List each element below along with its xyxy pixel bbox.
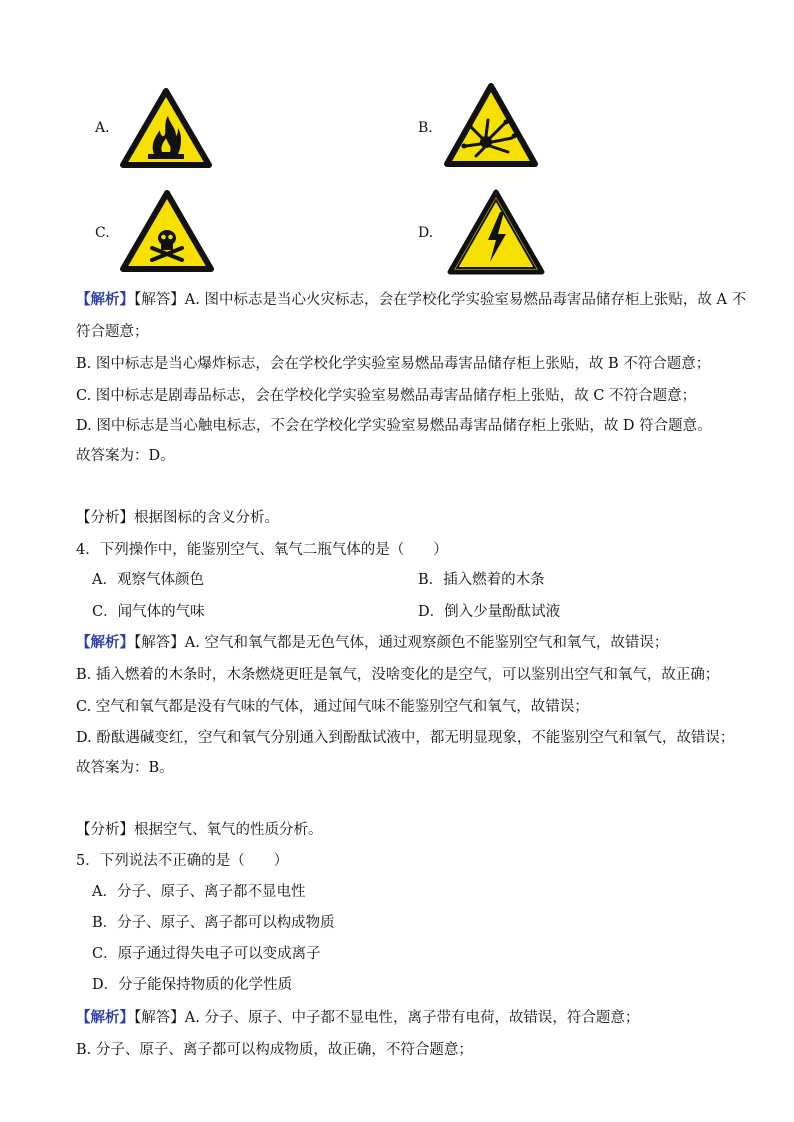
q3-solution-line-5: D. 图中标志是当心触电标志，不会在学校化学实验室易燃品毒害品储存柜上张贴，故 D 符合题意。 — [76, 418, 712, 434]
q4-solution-line-3: C. 空气和氧气都是没有气味的气体，通过闻气味不能鉴别空气和氧气，故错误； — [76, 699, 589, 715]
q4-answer: 故答案为：B。 — [76, 760, 174, 776]
q3-solution-line-4: C. 图中标志是剧毒品标志，会在学校化学实验室易燃品毒害品储存柜上张贴，故 C 不符合题意； — [76, 388, 697, 404]
q3-solution-line-2: 符合题意； — [76, 324, 149, 340]
q4-analysis-note: 【分析】根据空气、氧气的性质分析。 — [76, 822, 323, 838]
explosive-sign-icon — [442, 80, 540, 170]
flammable-sign-icon — [120, 88, 212, 168]
q4-option-b: B．插入燃着的木条 — [418, 572, 545, 588]
q5-solution-line-1: 【解析】【解答】A. 分子、原子、中子都不显电性，离子带有电荷，故错误，符合题意； — [76, 1009, 640, 1026]
option-a-letter: A. — [95, 120, 110, 136]
toxic-sign-icon — [120, 190, 214, 272]
option-c-letter: C. — [95, 225, 110, 241]
q5-option-a: A．分子、原子、离子都不显电性 — [92, 884, 306, 900]
analysis-tag: 【解析】 — [76, 291, 134, 308]
q4-option-a: A．观察气体颜色 — [92, 572, 204, 588]
option-b-letter: B. — [418, 120, 433, 136]
q4-solution-line-2: B. 插入燃着的木条时，木条燃烧更旺是氧气，没啥变化的是空气，可以鉴别出空气和氧气，故正确； — [76, 667, 720, 683]
q4-solution-line-1: 【解析】【解答】A. 空气和氧气都是无色气体，通过观察颜色不能鉴别空气和氧气，故错误； — [76, 634, 669, 651]
analysis-tag: 【解析】 — [76, 634, 134, 651]
option-d-letter: D. — [418, 225, 434, 241]
q4-stem: 4．下列操作中，能鉴别空气、氧气二瓶气体的是（ ） — [76, 542, 448, 558]
q4-option-c: C．闻气体的气味 — [92, 604, 205, 620]
q4-solution-line-4: D. 酚酞遇碱变红，空气和氧气分别通入到酚酞试液中，都无明显现象，不能鉴别空气和氧气，故错误； — [76, 730, 735, 746]
q3-answer: 故答案为：D。 — [76, 448, 175, 464]
q5-option-c: C．原子通过得失电子可以变成离子 — [92, 946, 321, 962]
q3-solution-line-1: 【解析】【解答】A. 图中标志是当心火灾标志，会在学校化学实验室易燃品毒害品储存柜上张贴，故 A 不 — [76, 291, 747, 308]
q5-option-d: D．分子能保持物质的化学性质 — [92, 977, 293, 993]
q5-option-b: B．分子、原子、离子都可以构成物质 — [92, 915, 335, 931]
q4-option-d: D．倒入少量酚酞试液 — [418, 604, 561, 620]
q3-solution-line-3: B. 图中标志是当心爆炸标志，会在学校化学实验室易燃品毒害品储存柜上张贴，故 B 不符合题意； — [76, 356, 711, 372]
electric-shock-sign-icon — [446, 188, 546, 276]
q5-stem: 5．下列说法不正确的是（ ） — [76, 853, 289, 869]
q5-solution-line-2: B. 分子、原子、离子都可以构成物质，故正确，不符合题意； — [76, 1042, 473, 1058]
analysis-tag: 【解析】 — [76, 1009, 134, 1026]
q3-analysis-note: 【分析】根据图标的含义分析。 — [76, 510, 279, 526]
